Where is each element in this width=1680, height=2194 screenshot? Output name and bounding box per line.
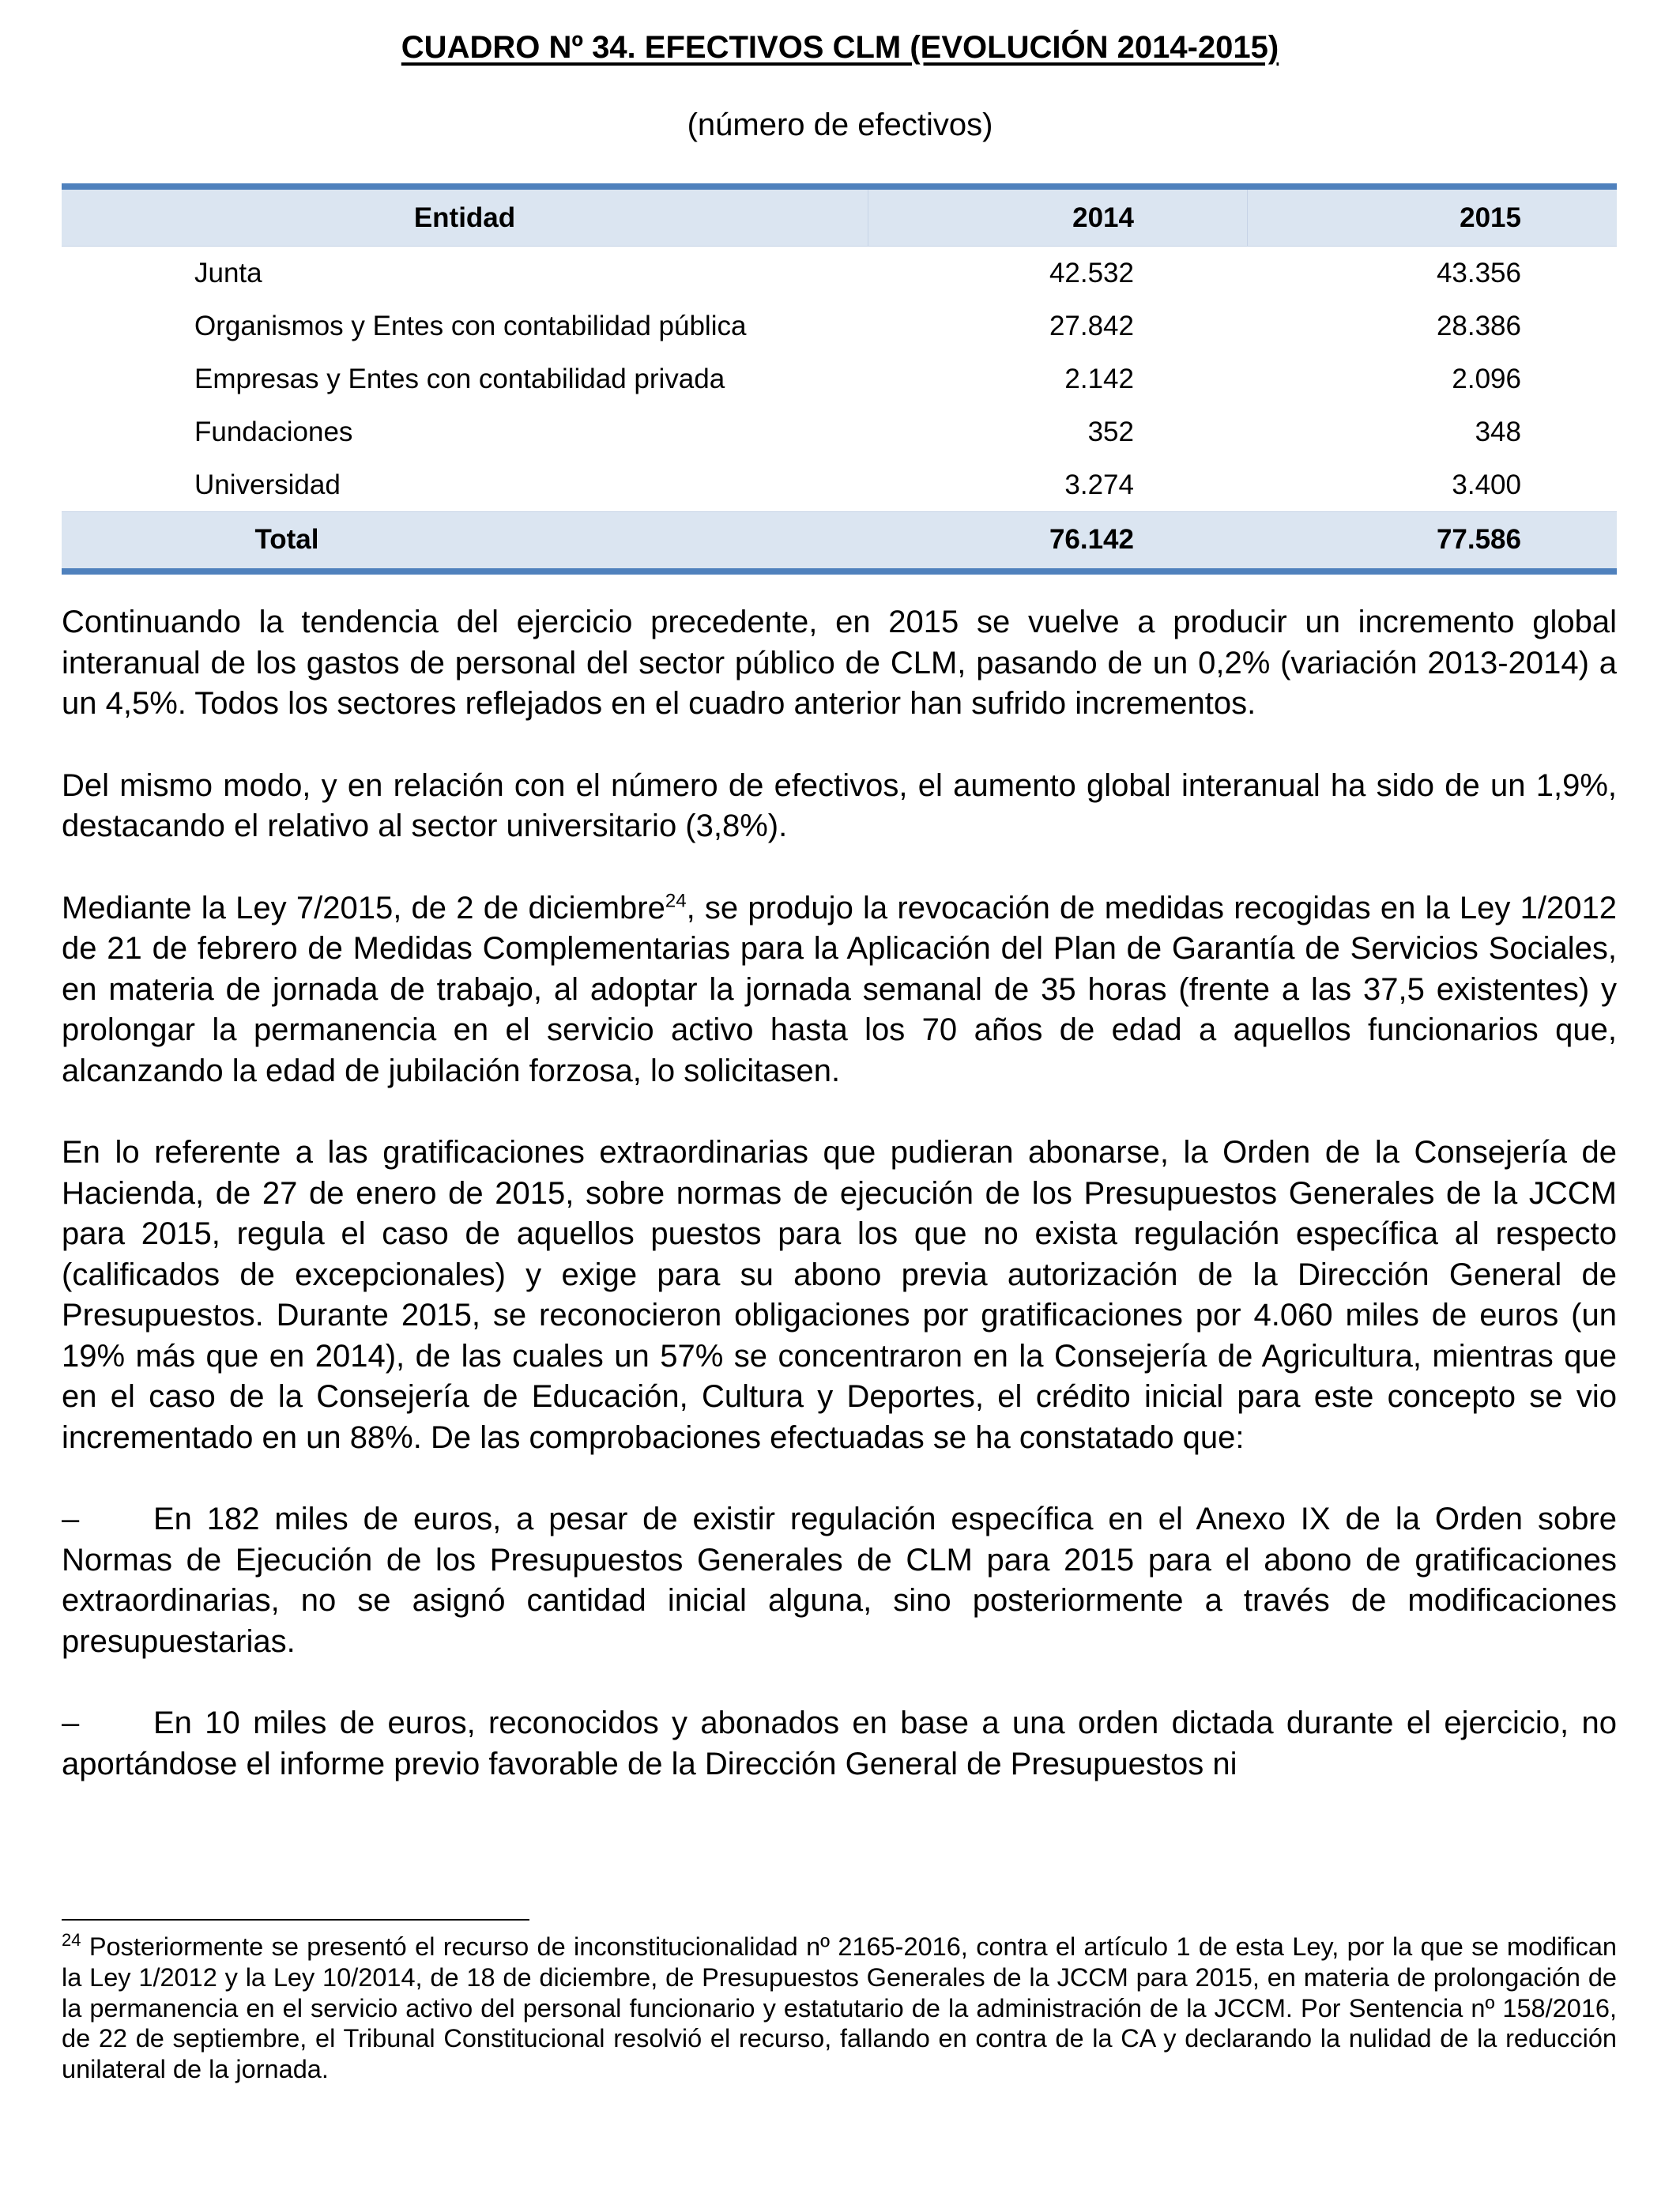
row-value-2014: 27.842	[1049, 311, 1134, 341]
table-row	[62, 405, 1617, 458]
row-value-2015: 3.400	[1452, 469, 1521, 500]
table-subtitle: (número de efectivos)	[687, 107, 993, 142]
row-value-2015: 2.096	[1452, 364, 1521, 394]
list-item-text: En 10 miles de euros, reconocidos y abonados en base a una orden dictada durante el ejercicio, no aportándose el informe previo favorable de la Dirección General de Presupuestos ni	[62, 1706, 1617, 1781]
header-2014: 2014	[1072, 202, 1134, 233]
footnote-number: 24	[62, 1930, 81, 1951]
header-entidad: Entidad	[413, 202, 516, 233]
row-entity-name: Fundaciones	[194, 417, 353, 447]
footnote-reference[interactable]: 24	[665, 890, 687, 912]
row-value-2014: 42.532	[1049, 258, 1134, 288]
total-label: Total	[254, 524, 319, 555]
footnote-text: Posteriormente se presentó el recurso de inconstitucionalidad nº 2165-2016, contra el artículo 1 de esta Ley, por la que se modifican la Ley 1/2012 y la Ley 10/2014, de 18 de diciembre, de Presupuestos Generales de la JCCM para 2015, en materia de prolongación de la permanencia en el servicio activo del personal funcionario y estatutario de la administración de la JCCM. Por Sentencia nº 158/2016, de 22 de septiembre, el Tribunal Constitucional resolvió el recurso, fallando en contra de la CA y declarando la nulidad de la reducción unilateral de la jornada.	[62, 1932, 1617, 2084]
paragraph-text: Mediante la Ley 7/2015, de 2 de diciembre	[62, 890, 665, 925]
dash-list-item	[62, 1703, 1617, 1785]
table-header-row	[62, 183, 1617, 247]
row-value-2015: 28.386	[1436, 311, 1521, 341]
paragraph: En lo referente a las gratificaciones extraordinarias que pudieran abonarse, la Orden de la Consejería de Hacienda, de 27 de enero de 2015, sobre normas de ejecución de los Presupuestos Generales de la JCCM para 2015, regula el caso de aquellos puestos para los que no exista regulación específica al respecto (calificados de excepcionales) y exige para su abono previa autorización de la Dirección General de Presupuestos. Durante 2015, se reconocieron obligaciones por gratificaciones por 4.060 miles de euros (un 19% más que en 2014), de las cuales un 57% se concentraron en la Consejería de Agricultura, mientras que en el caso de la Consejería de Educación, Cultura y Deportes, el crédito inicial para este concepto se vio incrementado en un 88%. De las comprobaciones efectuadas se ha constatado que:	[62, 1135, 1617, 1455]
total-value-2014: 76.142	[1049, 524, 1134, 555]
table-total-row	[62, 511, 1617, 575]
staff-table	[62, 183, 1617, 575]
header-2015: 2015	[1460, 202, 1521, 233]
row-entity-name: Empresas y Entes con contabilidad privada	[194, 364, 725, 394]
dash-bullet: –	[62, 1706, 80, 1740]
row-value-2014: 352	[1087, 417, 1134, 447]
row-entity-name: Universidad	[194, 469, 341, 500]
total-value-2015: 77.586	[1436, 524, 1521, 555]
row-entity-name: Organismos y Entes con contabilidad pública	[194, 311, 747, 341]
row-value-2015: 348	[1475, 417, 1521, 447]
row-value-2014: 3.274	[1064, 469, 1134, 500]
footnote	[62, 1932, 1617, 2085]
paragraph-text: , se produjo la revocación de medidas recogidas en la Ley 1/2012 de 21 de febrero de Medidas Complementarias para la Aplicación del Plan de Garantía de Servicios Sociales, en materia de jornada de trabajo, al adoptar la jornada semanal de 35 horas (frente a las 37,5 existentes) y prolongar la permanencia en el servicio activo hasta los 70 años de edad a aquellos funcionarios que, alcanzando la edad de jubilación forzosa, lo solicitasen.	[62, 890, 1617, 1088]
dash-list-item	[62, 1499, 1617, 1662]
table-row	[62, 247, 1617, 300]
row-value-2014: 2.142	[1064, 364, 1134, 394]
table-title: CUADRO Nº 34. EFECTIVOS CLM (EVOLUCIÓN 2014-2015)	[401, 30, 1279, 65]
body-text	[62, 602, 1617, 1826]
row-value-2015: 43.356	[1436, 258, 1521, 288]
list-item-text: En 182 miles de euros, a pesar de existir regulación específica en el Anexo IX de la Orden sobre Normas de Ejecución de los Presupuestos Generales de CLM para 2015 para el abono de gratificaciones extraordinarias, no se asignó cantidad inicial alguna, sino posteriormente a través de modificaciones presupuestarias.	[62, 1502, 1617, 1659]
table-row	[62, 300, 1617, 352]
row-entity-name: Junta	[194, 258, 262, 288]
dash-bullet: –	[62, 1502, 80, 1536]
paragraph	[62, 888, 1617, 1092]
paragraph: Del mismo modo, y en relación con el número de efectivos, el aumento global interanual ha sido de un 1,9%, destacando el relativo al sector universitario (3,8%).	[62, 767, 1617, 843]
table-row	[62, 458, 1617, 511]
paragraph: Continuando la tendencia del ejercicio precedente, en 2015 se vuelve a producir un incremento global interanual de los gastos de personal del sector público de CLM, pasando de un 0,2% (variación 2013-2014) a un 4,5%. Todos los sectores reflejados en el cuadro anterior han sufrido incrementos.	[62, 605, 1617, 721]
footnote-separator	[62, 1919, 529, 1921]
table-row	[62, 352, 1617, 405]
